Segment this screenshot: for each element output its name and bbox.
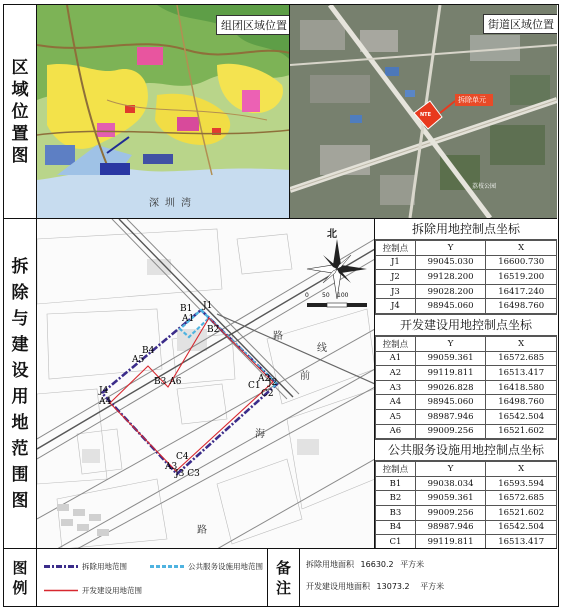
notes-title-char: 注 (275, 578, 291, 597)
point-label-c4: C4 (176, 452, 189, 462)
table-cell: 99119.811 (415, 366, 486, 381)
road-label: 路 (197, 525, 207, 536)
table-cell: 99059.361 (415, 351, 486, 366)
point-label-j2: J2 (268, 378, 278, 388)
legend-demolition (44, 561, 127, 572)
side-label-char: 图 (11, 490, 29, 511)
site-tag: 拆除单元 (458, 96, 486, 104)
table-cell: 99028.200 (415, 284, 486, 299)
table-header-cell: X (486, 462, 557, 477)
coordinate-table (375, 336, 557, 439)
table-cell: J4 (376, 299, 416, 314)
legend-swatch-public (150, 564, 184, 569)
table-row (376, 491, 557, 506)
table-row (376, 520, 557, 535)
demolition-map-label (4, 218, 37, 548)
side-label-char: 设 (11, 360, 29, 381)
table-cell: 99128.200 (415, 270, 486, 285)
table-cell: 16521.602 (486, 424, 557, 439)
table-cell: 99026.828 (415, 380, 486, 395)
table-row (376, 409, 557, 424)
table-cell: 99009.256 (415, 424, 486, 439)
north-label: 北 (327, 229, 337, 240)
point-label-b2: B2 (207, 325, 220, 335)
road-label: 路 (273, 331, 283, 342)
table-header-cell: X (486, 241, 557, 256)
table-cell: C1 (376, 535, 416, 548)
table-row (376, 476, 557, 491)
table-cell: 98987.946 (415, 409, 486, 424)
table-row (376, 366, 557, 381)
table-cell: A6 (376, 424, 416, 439)
table-cell: 16417.240 (486, 284, 557, 299)
table-cell: A3 (376, 380, 416, 395)
table-cell: A5 (376, 409, 416, 424)
note-demolition-value: 16630.2 (360, 560, 394, 569)
notes-title (267, 549, 300, 606)
table-cell: 16498.760 (486, 299, 557, 314)
table-cell: 16519.200 (486, 270, 557, 285)
point-label-c1: C1 (248, 381, 261, 391)
note-development-value: 13073.2 (376, 582, 410, 591)
table-row (376, 395, 557, 410)
table-cell: 16513.417 (486, 366, 557, 381)
table-cell: 16572.685 (486, 491, 557, 506)
legend-public-label: 公共服务设施用地范围 (188, 562, 263, 571)
table-row (376, 299, 557, 314)
point-label-j4: J4 (99, 386, 109, 396)
side-label-char: 图 (11, 145, 29, 166)
point-label-b4: B4 (142, 346, 155, 356)
table-cell: B4 (376, 520, 416, 535)
table-cell: B1 (376, 476, 416, 491)
side-label-char: 位 (11, 101, 29, 122)
side-label-char: 除 (11, 282, 29, 303)
point-label-a3: A3 (165, 462, 178, 472)
street-map-title: 街道区域位置 (483, 14, 557, 34)
point-label-a5: A5 (132, 355, 145, 365)
table-cell: J2 (376, 270, 416, 285)
coordinate-table-block (375, 439, 557, 548)
cluster-map-graphic (37, 5, 290, 218)
coordinate-table (375, 240, 557, 314)
table-row (376, 351, 557, 366)
table-cell: B3 (376, 505, 416, 520)
side-label-char: 地 (11, 412, 29, 433)
table-cell: 16572.685 (486, 351, 557, 366)
table-cell: 16513.417 (486, 535, 557, 548)
table-row (376, 424, 557, 439)
table-header-cell: 控制点 (376, 462, 416, 477)
table-cell: 98945.060 (415, 299, 486, 314)
road-label: 海 (255, 429, 265, 440)
table-row (376, 380, 557, 395)
legend-demolition-label: 拆除用地范围 (82, 562, 127, 571)
side-label-char: 置 (11, 123, 29, 144)
bay-label: 深圳湾 (149, 198, 197, 209)
point-label-b3a6: B3 A6 (154, 377, 182, 387)
table-header-row (376, 241, 557, 256)
table-cell: 99038.034 (415, 476, 486, 491)
legend-swatch-development (44, 588, 78, 593)
coordinate-table-block (375, 314, 557, 439)
side-label-char: 区 (11, 57, 29, 78)
coordinate-table-block (375, 219, 557, 314)
table-cell: 16521.602 (486, 505, 557, 520)
table-cell: 16542.504 (486, 409, 557, 424)
point-label-a2: A2 (258, 374, 271, 384)
table-title: 拆除用地控制点坐标 (375, 219, 557, 240)
side-label-char: 域 (11, 79, 29, 100)
site-marker-label: NTE (420, 112, 432, 118)
table-cell: A2 (376, 366, 416, 381)
cluster-map-title: 组团区域位置 (216, 15, 290, 35)
table-row (376, 270, 557, 285)
table-header-cell: Y (415, 462, 486, 477)
note-demolition-area (306, 559, 424, 570)
point-label-j1: J1 (203, 301, 213, 311)
table-cell: A1 (376, 351, 416, 366)
table-row (376, 255, 557, 270)
coordinate-table (375, 461, 557, 548)
street-location-map (290, 5, 557, 218)
scale-end: 100 (337, 292, 349, 299)
planning-sheet (3, 4, 559, 607)
notes-title-char: 备 (275, 558, 291, 577)
note-development-unit: 平方米 (420, 582, 445, 591)
note-development-area (306, 581, 444, 592)
side-label-char: 范 (11, 438, 29, 459)
table-cell: J1 (376, 255, 416, 270)
legend-development-label: 开发建设用地范围 (82, 586, 142, 595)
point-label-a1: A1 (182, 314, 195, 324)
table-cell: A4 (376, 395, 416, 410)
legend-area (4, 548, 557, 605)
point-label-a4: A4 (99, 397, 112, 407)
legend-title-char: 例 (12, 578, 28, 597)
legend-public (150, 561, 263, 572)
site-plan-map (37, 218, 375, 548)
table-cell: 98945.060 (415, 395, 486, 410)
legend-development (44, 585, 142, 596)
table-cell: 99059.361 (415, 491, 486, 506)
scale-start: 0 (305, 292, 309, 299)
table-cell: 16498.760 (486, 395, 557, 410)
note-demolition-unit: 平方米 (400, 560, 425, 569)
table-header-cell: 控制点 (376, 336, 416, 351)
table-cell: 99045.030 (415, 255, 486, 270)
table-cell: 99119.811 (415, 535, 486, 548)
side-label-char: 拆 (11, 256, 29, 277)
point-label-b1: B1 (180, 304, 193, 314)
location-map-label (4, 5, 37, 218)
table-row (376, 505, 557, 520)
table-cell: 16418.580 (486, 380, 557, 395)
point-label-c2: C2 (261, 389, 274, 399)
table-header-cell: X (486, 336, 557, 351)
table-header-cell: Y (415, 241, 486, 256)
road-label: 线 (317, 343, 327, 354)
table-cell: 16600.730 (486, 255, 557, 270)
legend-title (4, 549, 37, 606)
table-title: 公共服务设施用地控制点坐标 (375, 440, 557, 461)
site-plan-graphic (37, 219, 375, 548)
table-cell: 99009.256 (415, 505, 486, 520)
road-label: 前 (300, 371, 310, 382)
table-header-row (376, 462, 557, 477)
scale-mid: 50 (322, 292, 330, 299)
point-label-j3c3: J3 C3 (175, 469, 200, 479)
note-development-label: 开发建设用地面积 (306, 582, 370, 591)
table-header-cell: Y (415, 336, 486, 351)
side-label-char: 用 (11, 386, 29, 407)
coordinate-tables (375, 218, 557, 548)
legend-title-char: 图 (12, 558, 28, 577)
note-demolition-label: 拆除用地面积 (306, 560, 354, 569)
table-title: 开发建设用地控制点坐标 (375, 315, 557, 336)
table-row (376, 535, 557, 548)
table-cell: 98987.946 (415, 520, 486, 535)
legend-swatch-demolition (44, 564, 78, 569)
table-row (376, 284, 557, 299)
table-header-row (376, 336, 557, 351)
park-label: 荔枝公园 (472, 183, 497, 190)
scale-bar (307, 303, 367, 307)
table-cell: J3 (376, 284, 416, 299)
cluster-location-map (37, 5, 290, 218)
side-label-char: 与 (11, 308, 29, 329)
table-cell: B2 (376, 491, 416, 506)
side-label-char: 围 (11, 464, 29, 485)
side-label-char: 建 (11, 334, 29, 355)
table-cell: 16593.594 (486, 476, 557, 491)
table-cell: 16542.504 (486, 520, 557, 535)
table-header-cell: 控制点 (376, 241, 416, 256)
